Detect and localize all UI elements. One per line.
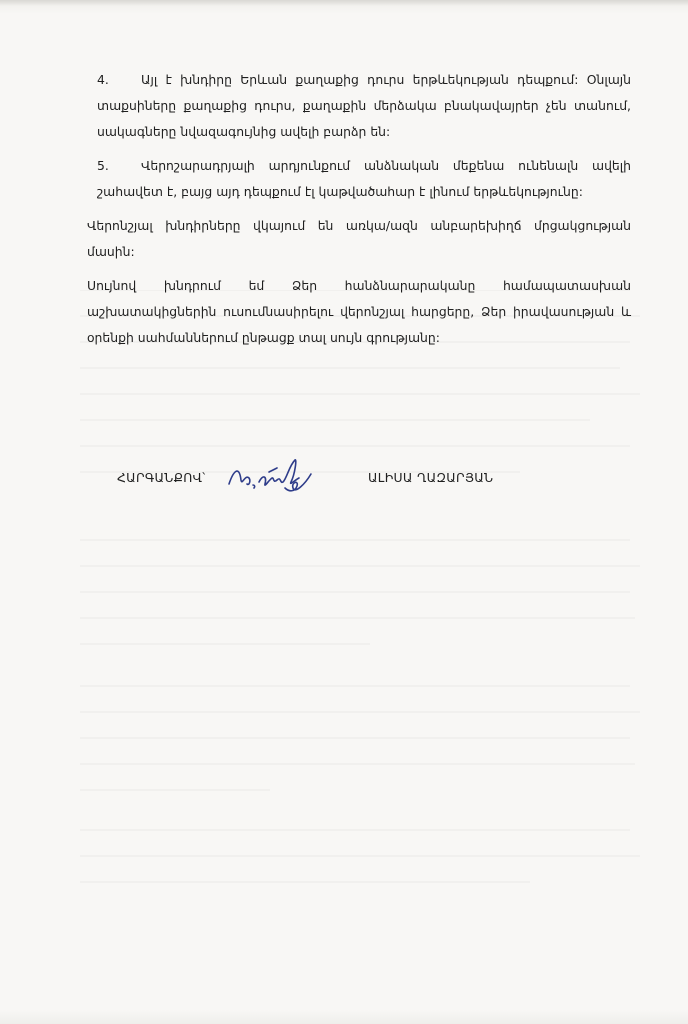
- paragraph-line: Վերոշարադրյալի արդյունքում անձնական մեքենա ունենալն ավելի: [141, 158, 631, 173]
- paragraph-number: 5.: [97, 158, 109, 173]
- paragraph-4: [87, 67, 631, 145]
- paragraph-line: աշխատակիցներին ուսումնասիրելու վերոնշյալ հարցերը, Ձեր իրավասության և: [87, 304, 631, 319]
- paragraph-line: Այլ է խնդիրը Երևան քաղաքից դուրս երթևեկության դեպքում: Օնլայն: [141, 72, 631, 87]
- signatory-name: ԱԼԻՍԱ ՂԱԶԱՐՅԱՆ: [368, 470, 494, 485]
- document-body: [87, 67, 631, 351]
- paragraph-conclusion: [87, 213, 631, 265]
- paragraph-line: օրենքի սահմաններում ընթացք տալ սույն գրությանը:: [87, 330, 440, 345]
- signature-block: [117, 460, 577, 500]
- paragraph-line: Վերոնշյալ խնդիրները վկայում են առկա/ազն անբարեխիղճ մրցակցության: [87, 218, 631, 233]
- handwritten-signature: [225, 454, 325, 496]
- paragraph-line: տաքսիները քաղաքից դուրս, քաղաքին մերձակա բնակավայրեր չեն տանում,: [97, 98, 631, 113]
- paragraph-line: շահավետ է, բայց այդ դեպքում էլ կաթվածահար է լինում երթևեկությունը:: [97, 184, 583, 199]
- bleed-through-texture: [70, 290, 650, 910]
- paragraph-line: մասին:: [87, 244, 135, 259]
- paragraph-request: [87, 273, 631, 351]
- paragraph-line: Սույնով խնդրում եմ Ձեր հանձնարարականը համապատասխան: [87, 278, 631, 293]
- paragraph-line: սակագները նվազագույնից ավելի բարձր են:: [97, 124, 391, 139]
- paragraph-5: [87, 153, 631, 205]
- closing-label: ՀԱՐԳԱՆՔՈՎ՝: [117, 470, 206, 485]
- paragraph-number: 4.: [97, 72, 109, 87]
- page-top-edge: [0, 0, 688, 6]
